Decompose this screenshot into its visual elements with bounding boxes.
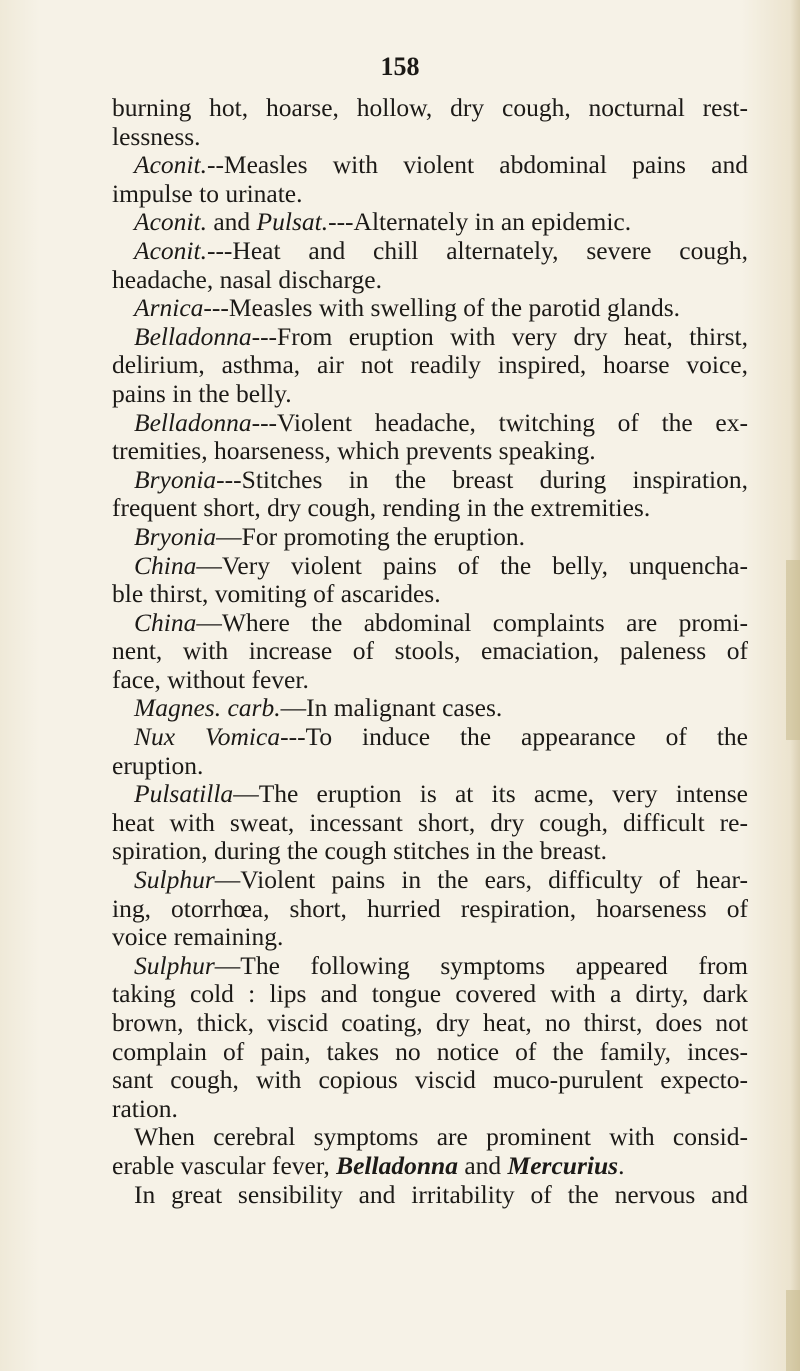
- remedy-name: Mercurius: [507, 1150, 619, 1180]
- text-span: —The eruption is at its acme, very intense: [233, 779, 748, 809]
- text-span: —For promoting the eruption.: [216, 521, 525, 551]
- text-line: [112, 437, 748, 466]
- text-span: heat with sweat, incessant short, dry cough, difficult re-: [112, 807, 748, 837]
- text-line: [112, 694, 748, 723]
- remedy-name: Bryonia: [134, 464, 217, 494]
- text-span: and: [206, 207, 257, 237]
- text-span: ing, otorrhœa, short, hurried respiration, hoarseness of: [112, 893, 748, 923]
- text-line: [112, 180, 748, 209]
- text-line: [112, 523, 748, 552]
- remedy-name: Pulsat.: [256, 207, 329, 237]
- text-line: [112, 1066, 748, 1095]
- remedy-name: Aconit.: [134, 150, 207, 180]
- text-span: spiration, during the cough stitches in the breast.: [112, 836, 608, 866]
- text-span: face, without fever.: [112, 664, 309, 694]
- text-line: [112, 1152, 748, 1181]
- remedy-name: Belladonna: [134, 407, 252, 437]
- text-line: [112, 323, 748, 352]
- text-span: delirium, asthma, air not readily inspired, hoarse voice,: [112, 350, 748, 380]
- text-line: [112, 866, 748, 895]
- remedy-name: Sulphur: [134, 950, 215, 980]
- text-span: ---Stitches in the breast during inspiration,: [216, 464, 748, 494]
- text-span: pains in the belly.: [112, 378, 292, 408]
- remedy-name: Nux Vomica: [134, 722, 281, 752]
- text-span: brown, thick, viscid coating, dry heat, no thirst, does not: [112, 1008, 748, 1037]
- body-text: [112, 94, 748, 1209]
- text-line: [112, 1123, 748, 1152]
- text-span: eruption.: [112, 750, 204, 780]
- remedy-name: China: [134, 607, 197, 637]
- text-line: [112, 409, 748, 438]
- text-line: [112, 666, 748, 695]
- remedy-name: Magnes. carb.: [134, 693, 281, 723]
- text-line: [112, 123, 748, 152]
- text-span: —In malignant cases.: [280, 693, 503, 723]
- text-span: sant cough, with copious viscid muco-purulent expecto-: [112, 1065, 748, 1095]
- text-line: [112, 208, 748, 237]
- text-span: complain of pain, takes no notice of the family, inces-: [112, 1036, 748, 1066]
- text-span: .: [618, 1150, 625, 1180]
- text-line: [112, 1095, 748, 1124]
- text-span: tremities, hoarseness, which prevents speaking.: [112, 436, 596, 466]
- text-line: [112, 637, 748, 666]
- text-span: headache, nasal discharge.: [112, 264, 382, 294]
- text-line: [112, 351, 748, 380]
- text-span: —The following symptoms appeared from: [214, 950, 748, 980]
- text-span: impulse to urinate.: [112, 178, 303, 208]
- text-line: [112, 752, 748, 781]
- text-line: [112, 837, 748, 866]
- text-span: frequent short, dry cough, rending in the extremities.: [112, 493, 651, 523]
- text-line: [112, 552, 748, 581]
- remedy-name: Pulsatilla: [134, 779, 234, 809]
- text-line: [112, 151, 748, 180]
- text-span: —Very violent pains of the belly, unquencha-: [196, 550, 748, 580]
- text-span: burning hot, hoarse, hollow, dry cough, nocturnal rest-: [112, 93, 748, 122]
- text-span: ration.: [112, 1093, 178, 1123]
- text-line: [112, 609, 748, 638]
- text-line: [112, 466, 748, 495]
- text-line: [112, 580, 748, 609]
- remedy-name: Aconit.: [134, 235, 207, 265]
- text-line: [112, 1009, 748, 1038]
- text-line: [112, 723, 748, 752]
- text-span: --Measles with violent abdominal pains and: [206, 150, 748, 180]
- text-span: ---Violent headache, twitching of the ex-: [251, 407, 748, 437]
- text-span: voice remaining.: [112, 922, 284, 952]
- text-span: ble thirst, vomiting of ascarides.: [112, 579, 441, 609]
- text-line: [112, 237, 748, 266]
- text-span: nent, with increase of stools, emaciation, paleness of: [112, 636, 748, 666]
- text-line: [112, 380, 748, 409]
- text-span: ---From eruption with very dry heat, thirst,: [251, 321, 748, 351]
- text-line: [112, 895, 748, 924]
- text-line: [112, 809, 748, 838]
- text-line: [112, 266, 748, 295]
- remedy-name: Belladonna: [336, 1150, 458, 1180]
- text-line: [112, 923, 748, 952]
- text-line: [112, 94, 748, 123]
- remedy-name: Belladonna: [134, 321, 252, 351]
- text-span: and: [457, 1150, 508, 1180]
- text-span: —Violent pains in the ears, difficulty of hear-: [214, 865, 748, 895]
- remedy-name: China: [134, 550, 197, 580]
- page-edge-shadow: [786, 560, 800, 740]
- text-span: ---Measles with swelling of the parotid glands.: [203, 293, 681, 323]
- text-line: [112, 980, 748, 1009]
- page-edge-shadow: [786, 1290, 800, 1371]
- remedy-name: Arnica: [134, 293, 204, 323]
- text-line: [112, 1181, 748, 1210]
- text-span: ---To induce the appearance of the: [280, 722, 748, 752]
- page-number: 158: [380, 52, 420, 81]
- remedy-name: Bryonia: [134, 521, 217, 551]
- text-line: [112, 1038, 748, 1067]
- text-span: taking cold : lips and tongue covered with a dirty, dark: [112, 979, 748, 1009]
- text-span: When cerebral symptoms are prominent with consid-: [134, 1122, 748, 1152]
- text-line: [112, 780, 748, 809]
- text-span: ---Heat and chill alternately, severe cough,: [206, 235, 748, 265]
- text-span: ---Alternately in an epidemic.: [328, 207, 632, 237]
- text-line: [112, 294, 748, 323]
- text-span: erable vascular fever,: [112, 1150, 337, 1180]
- remedy-name: Aconit.: [134, 207, 207, 237]
- remedy-name: Sulphur: [134, 865, 215, 895]
- text-line: [112, 952, 748, 981]
- text-span: —Where the abdominal complaints are promi-: [196, 607, 748, 637]
- text-line: [112, 494, 748, 523]
- text-span: lessness.: [112, 121, 201, 151]
- text-span: In great sensibility and irritability of the nervous and: [134, 1179, 748, 1209]
